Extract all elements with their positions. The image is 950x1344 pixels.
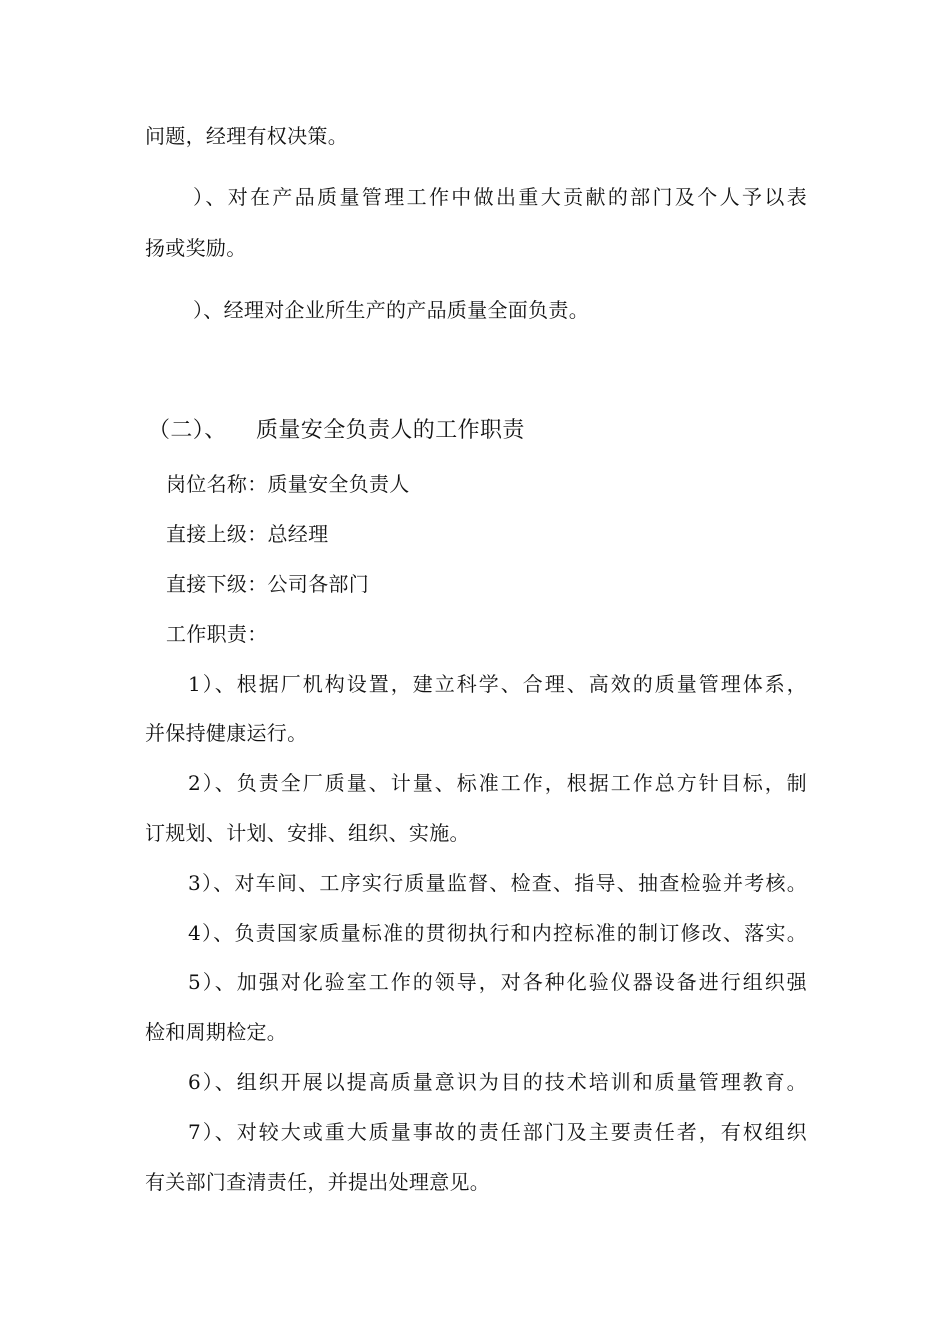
duty-line: 1）、根据厂机构设置，建立科学、合理、高效的质量管理体系， [188, 672, 807, 696]
duty-line: 4）、负责国家质量标准的贯彻执行和内控标准的制订修改、落实。 [188, 921, 807, 945]
duty-line: 7）、对较大或重大质量事故的责任部门及主要责任者，有权组织 [188, 1120, 807, 1144]
field-line: 直接上级：总经理 [166, 522, 329, 546]
text-line: ）、对在产品质量管理工作中做出重大贡献的部门及个人予以表 [193, 185, 807, 209]
text-line: 问题，经理有权决策。 [145, 124, 348, 148]
duty-line: 有关部门查清责任，并提出处理意见。 [145, 1170, 491, 1194]
text-line: 扬或奖励。 [145, 236, 247, 260]
text-line: ）、经理对企业所生产的产品质量全面负责。 [193, 298, 589, 322]
duty-line: 并保持健康运行。 [145, 721, 308, 745]
section-number: （二）、 [148, 418, 227, 443]
field-line: 直接下级：公司各部门 [166, 572, 369, 596]
duty-line: 6）、组织开展以提高质量意识为目的技术培训和质量管理教育。 [188, 1070, 807, 1094]
duty-line: 5）、加强对化验室工作的领导，对各种化验仪器设备进行组织强 [188, 970, 807, 994]
section-heading [148, 419, 813, 443]
field-line: 工作职责： [166, 622, 268, 646]
duty-line: 检和周期检定。 [145, 1020, 288, 1044]
field-line: 岗位名称：质量安全负责人 [166, 472, 410, 496]
duty-line: 订规划、计划、安排、组织、实施。 [145, 821, 470, 845]
duty-line: 2）、负责全厂质量、计量、标准工作，根据工作总方针目标，制 [188, 771, 807, 795]
section-title: 质量安全负责人的工作职责 [256, 418, 525, 443]
duty-line: 3）、对车间、工序实行质量监督、检查、指导、抽查检验并考核。 [188, 871, 807, 895]
